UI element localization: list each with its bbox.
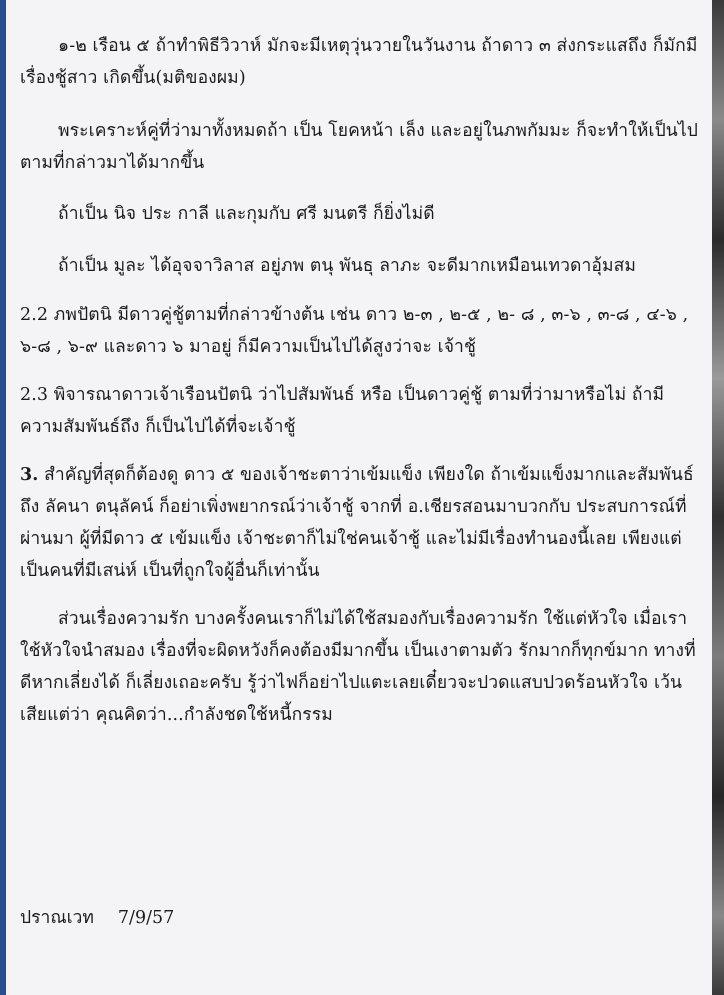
paragraph-2-3: 2.3 พิจารณาดาวเจ้าเรือนปัตนิ ว่าไปสัมพันธ์ หรือ เป็นดาวคู่ชู้ ตามที่ว่ามาหรือไม่ ถ้ามีความสัมพันธ์ถึง ก็เป็นไปได้ที่จะเจ้าชู้ — [20, 385, 665, 437]
paragraph-1: ๑-๒ เรือน ๕ ถ้าทำพิธีวิวาห์ มักจะมีเหตุวุ่นวายในวันงาน ถ้าดาว ๓ ส่งกระแสถึง ก็มักมีเรื่องชู้สาว เกิดขึ้น(มติของผม) — [20, 36, 698, 88]
paragraph-love: ส่วนเรื่องความรัก บางครั้งคนเราก็ไม่ได้ใช้สมองกับเรื่องความรัก ใช้แต่หัวใจ เมื่อเราใช้หัวใจนำสมอง เรื่องที่จะผิดหวังก็คงต้องมีมากขึ้น เป็นเงาตามตัว รักมากก็ทุกข์มาก ทางที่ดีหากเลี่ยงได้ ก็เลี่ยงเถอะครับ รู้ว่าไฟก็อย่าไปแตะเลยเดี๋ยวจะปวดแสบปวดร้อนหัวใจ เว้นเสียแต่ว่า คุณคิดว่า...กำลังชดใช้หนี้กรรม — [20, 609, 696, 725]
paragraph-3: ถ้าเป็น นิจ ประ กาลี และกุมกับ ศรี มนตรี ก็ยิ่งไม่ดี — [58, 204, 435, 224]
author-name: ปราณเวท — [20, 908, 94, 928]
article-body — [20, 30, 702, 731]
point-number: 3. — [20, 465, 39, 485]
paragraph-4: ถ้าเป็น มูละ ได้อุจจาวิลาส อยู่ภพ ตนุ พันธุ ลาภะ จะดีมากเหมือนเทวดาอุ้มสม — [58, 256, 637, 276]
point-text: สำคัญที่สุดก็ต้องดู ดาว ๕ ของเจ้าชะตาว่าเข้มแข็ง เพียงใด ถ้าเข้มแข็งมากและสัมพันธ์ถึง ลัคนา ตนุลัคน์ ก็อย่าเพิ่งพยากรณ์ว่าเจ้าชู้ จากที่ อ.เชียรสอนมาบวกกับ ประสบการณ์ที่ผ่านมา ผู้ที่มีดาว ๕ เข้มแข็ง เจ้าชะตาก็ไม่ใช่คนเจ้าชู้ และไม่มีเรื่องทำนองนี้เลย เพียงแต่เป็นคนที่มีเสน่ห์ เป็นที่ถูกใจผู้อื่นก็เท่านั้น — [20, 465, 694, 581]
paragraph-2: พระเคราะห์คู่ที่ว่ามาทั้งหมดถ้า เป็น โยคหน้า เล็ง และอยู่ในภพกัมมะ ก็จะทำให้เป็นไปตามที่กล่าวมาได้มากขึ้น — [20, 121, 698, 173]
paragraph-3-point — [20, 459, 702, 587]
post-date: 7/9/57 — [117, 908, 175, 928]
right-edge-strip — [712, 0, 724, 995]
left-border — [0, 0, 6, 995]
paragraph-2-2: 2.2 ภพปัตนิ มีดาวคู่ชู้ตามที่กล่าวข้างต้น เช่น ดาว ๒-๓ , ๒-๕ , ๒- ๘ , ๓-๖ , ๓-๘ , ๔-๖ , ๖-๘ , ๖-๙ และดาว ๖ มาอยู่ ก็มีความเป็นไปได้สูงว่าจะ เจ้าชู้ — [20, 305, 689, 357]
signature — [20, 902, 174, 934]
